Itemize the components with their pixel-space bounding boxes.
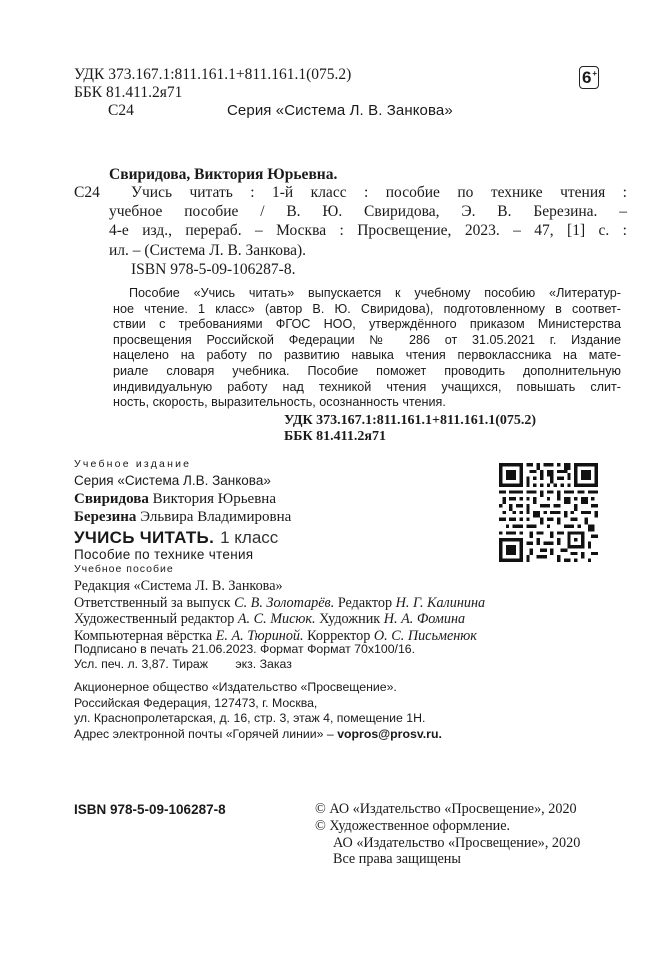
label: Компьютерная вёрстка xyxy=(74,627,213,644)
qr-code-icon xyxy=(499,463,598,562)
label: Художественный редактор xyxy=(74,611,235,627)
annotation-line: ное чтение. 1 класс» (автор В. Ю. Свиридова), подготовленному в соответ- xyxy=(113,301,621,316)
annotation-line: просвещения Российской Федерации № 286 от 31.05.2021 г. Издание xyxy=(113,332,621,347)
credits-editorial: Редакция «Система Л. В. Занкова» xyxy=(74,578,283,594)
annotation-line: Пособие «Учись читать» выпускается к учебному пособию «Литератур- xyxy=(129,286,621,300)
publisher-address-2: ул. Краснопролетарская, д. 16, стр. 3, этаж 4, помещение 1Н. xyxy=(74,711,426,726)
book-title xyxy=(74,528,278,548)
catalog-line: ил. – (Система Л. В. Занкова). xyxy=(109,241,307,259)
edition-author-2 xyxy=(74,508,291,526)
author-name: Виктория Юрьевна xyxy=(152,491,276,507)
rights-reserved: Все права защищены xyxy=(333,851,461,868)
copyright-line-1: © АО «Издательство «Просвещение», 2020 xyxy=(315,801,577,817)
age-rating-value: 6 xyxy=(582,68,592,87)
author-surname: Березина xyxy=(74,509,137,525)
email-link[interactable]: vopros@prosv.ru. xyxy=(337,726,442,741)
catalog-line: учебное пособие / В. Ю. Свиридова, Э. В. Березина. – xyxy=(109,203,627,221)
footer-isbn: ISBN 978-5-09-106287-8 xyxy=(74,802,226,817)
credits xyxy=(74,578,485,644)
imprint-line-2: Усл. печ. л. 3,87. Тираж экз. Заказ xyxy=(74,657,292,671)
annotation-line: ствии с требованиями ФГОС НОО, утверждённого приказом Министерства xyxy=(113,317,621,332)
book-kind: Учебное пособие xyxy=(74,563,174,575)
annotation-line: нацелено на работу по развитию навыка чтения первоклассника на мате- xyxy=(113,348,621,363)
publisher-email-line xyxy=(74,727,442,743)
imprint-line-1: Подписано в печать 21.06.2023. Формат Формат 70x100/16. xyxy=(74,642,416,656)
author-surname: Свиридова xyxy=(74,491,149,507)
series-title: Серия «Система Л. В. Занкова» xyxy=(227,102,453,119)
annotation-line: индивидуальную работу над техникой чтения учащихся, повышать слит- xyxy=(113,379,621,394)
catalog-description xyxy=(109,183,627,279)
catalog-isbn: ISBN 978-5-09-106287-8. xyxy=(131,260,296,278)
book-grade: 1 класс xyxy=(220,528,279,547)
label: Художник xyxy=(319,611,381,627)
label: Редактор xyxy=(337,594,393,611)
person: А. С. Мисюк. xyxy=(237,611,316,627)
annotation-line: ность, скорость, выразительность, осознанность чтения. xyxy=(113,395,446,410)
bbk-code: ББК 81.411.2я71 xyxy=(74,84,183,101)
age-rating-badge xyxy=(579,66,599,89)
book-subtitle: Пособие по технике чтения xyxy=(74,547,254,562)
age-rating-plus: + xyxy=(592,69,597,78)
catalog-line: Учись читать : 1-й класс : пособие по технике чтения : xyxy=(131,184,627,201)
person: Н. Г. Калинина xyxy=(395,594,486,611)
publisher-name: Акционерное общество «Издательство «Просвещение». xyxy=(74,680,397,694)
email-label: Адрес электронной почты «Горячей линии» – xyxy=(74,726,334,741)
person: О. С. Письменюк xyxy=(373,627,477,644)
edition-author-1 xyxy=(74,490,276,508)
udk-code: УДК 373.167.1:811.161.1+811.161.1(075.2) xyxy=(74,66,352,83)
copyright-line-2: © Художественное оформление. xyxy=(315,817,511,834)
author-name: Эльвира Владимировна xyxy=(140,509,292,525)
catalog-author-heading: Свиридова, Виктория Юрьевна. xyxy=(109,166,338,183)
credits-line-3 xyxy=(74,611,485,628)
label: Корректор xyxy=(307,627,371,644)
catalog-code: С24 xyxy=(74,184,100,201)
imprint xyxy=(74,642,415,672)
annotation-line: риале словаря учебника. Пособие поможет проводить дополнительную xyxy=(113,363,621,378)
book-title-main: УЧИСЬ ЧИТАТЬ. xyxy=(74,528,215,547)
person: Н. А. Фомина xyxy=(383,611,466,627)
person: Е. А. Тюриной. xyxy=(215,627,304,644)
catalog-line: 4-е изд., перераб. – Москва : Просвещение, 2023. – 47, [1] с. : xyxy=(109,222,627,240)
copyright-block xyxy=(315,801,580,868)
publisher-address-1: Российская Федерация, 127473, г. Москва, xyxy=(74,695,318,710)
annotation-bbk: ББК 81.411.2я71 xyxy=(284,429,386,444)
publisher-info xyxy=(74,680,442,742)
edition-type: Учебное издание xyxy=(74,458,192,470)
copyright-line-3: АО «Издательство «Просвещение», 2020 xyxy=(333,834,581,851)
annotation xyxy=(113,286,621,411)
credits-line-2 xyxy=(74,595,485,612)
annotation-udk: УДК 373.167.1:811.161.1+811.161.1(075.2) xyxy=(284,413,537,428)
author-code: С24 xyxy=(108,102,134,119)
person: С. В. Золотарёв. xyxy=(234,594,335,611)
edition-series: Серия «Система Л.В. Занкова» xyxy=(74,473,271,488)
label: Ответственный за выпуск xyxy=(74,594,231,611)
